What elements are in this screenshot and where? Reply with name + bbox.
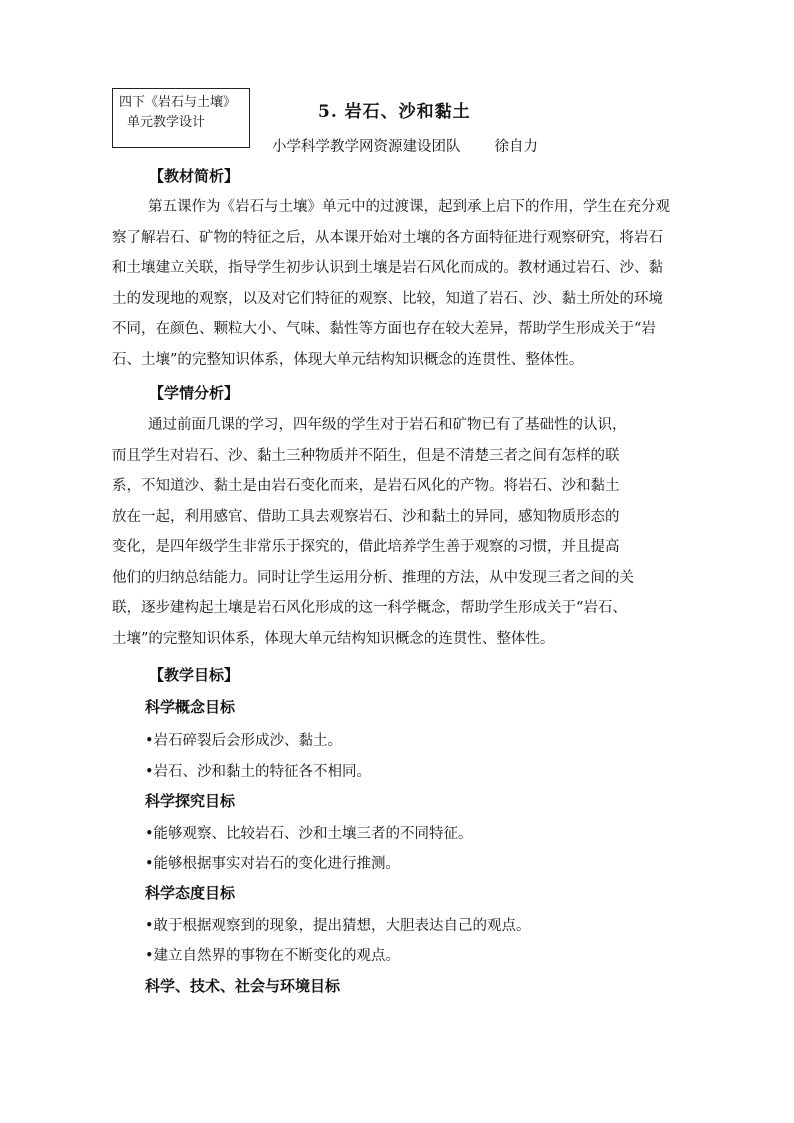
- unit-label-box: [112, 88, 250, 148]
- paragraph-line: 察了解岩石、矿物的特征之后，从本课开始对土壤的各方面特征进行观察研究，将岩石: [112, 229, 663, 246]
- goal-bullet: •能够观察、比较岩石、沙和土壤三者的不同特征。: [145, 826, 473, 842]
- paragraph-line: 不同，在颜色、颗粒大小、气味、黏性等方面也存在较大差异，帮助学生形成关于“岩: [112, 321, 656, 337]
- student-analysis-paragraph: [112, 410, 690, 654]
- textbook-analysis-paragraph: [112, 192, 690, 375]
- paragraph-line: 土壤”的完整知识体系，体现大单元结构知识概念的连贯性、整体性。: [112, 630, 555, 647]
- unit-label-line2: 单元教学设计: [127, 115, 206, 130]
- paragraph-line: 石、土壤”的完整知识体系，体现大单元结构知识概念的连贯性、整体性。: [112, 351, 584, 368]
- paragraph-line: 系，不知道沙、黏土是由岩石变化而来，是岩石风化的产物。将岩石、沙和黏土: [112, 478, 620, 494]
- paragraph-line: 通过前面几课的学习，四年级的学生对于岩石和矿物已有了基础性的认识，: [148, 417, 627, 433]
- paragraph-line: 他们的归纳总结能力。同时让学生运用分析、推理的方法，从中发现三者之间的关: [112, 569, 634, 586]
- paragraph-line: 第五课作为《岩石与土壤》单元中的过渡课，起到承上启下的作用，学生在充分观: [148, 199, 670, 215]
- paragraph-line: 联，逐步建构起土壤是岩石风化形成的这一科学概念，帮助学生形成关于“岩石、: [112, 600, 627, 616]
- goal-bullet: •岩石碎裂后会形成沙、黏土。: [145, 733, 343, 749]
- paragraph-line: 放在一起，利用感官、借助工具去观察岩石、沙和黏土的异同，感知物质形态的: [112, 508, 620, 525]
- lesson-title: 5. 岩石、沙和黏土: [318, 102, 471, 122]
- goal-subheading-concept: 科学概念目标: [145, 698, 236, 716]
- paragraph-line: 和土壤建立关联，指导学生初步认识到土壤是岩石风化而成的。教材通过岩石、沙、黏: [112, 260, 663, 276]
- goal-bullet: •建立自然界的事物在不断变化的观点。: [145, 948, 401, 964]
- goal-bullet: •能够根据事实对岩石的变化进行推测。: [145, 856, 401, 872]
- author-name: 徐自力: [494, 139, 538, 155]
- paragraph-line: 变化，是四年级学生非常乐于探究的，借此培养学生善于观察的习惯，并且提高: [112, 539, 620, 555]
- unit-label-line1: 四下《岩石与土壤》: [119, 95, 237, 110]
- section-heading-goals: 【教学目标】: [149, 666, 240, 684]
- section-heading-students: 【学情分析】: [149, 384, 240, 402]
- section-heading-textbook: 【教材简析】: [149, 167, 240, 185]
- goal-subheading-attitude: 科学态度目标: [145, 884, 236, 902]
- paragraph-line: 土的发现地的观察，以及对它们特征的观察、比较，知道了岩石、沙、黏土所处的环境: [112, 290, 663, 307]
- goal-bullet: •敢于根据观察到的现象，提出猜想，大胆表达自己的观点。: [145, 918, 531, 934]
- goal-bullet: •岩石、沙和黏土的特征各不相同。: [145, 764, 372, 780]
- goal-subheading-inquiry: 科学探究目标: [145, 792, 236, 810]
- goal-subheading-sts: 科学、技术、社会与环境目标: [145, 977, 341, 995]
- author-team: 小学科学教学网资源建设团队: [272, 139, 461, 155]
- paragraph-line: 而且学生对岩石、沙、黏土三种物质并不陌生，但是不清楚三者之间有怎样的联: [112, 447, 620, 464]
- author-line: [272, 135, 538, 156]
